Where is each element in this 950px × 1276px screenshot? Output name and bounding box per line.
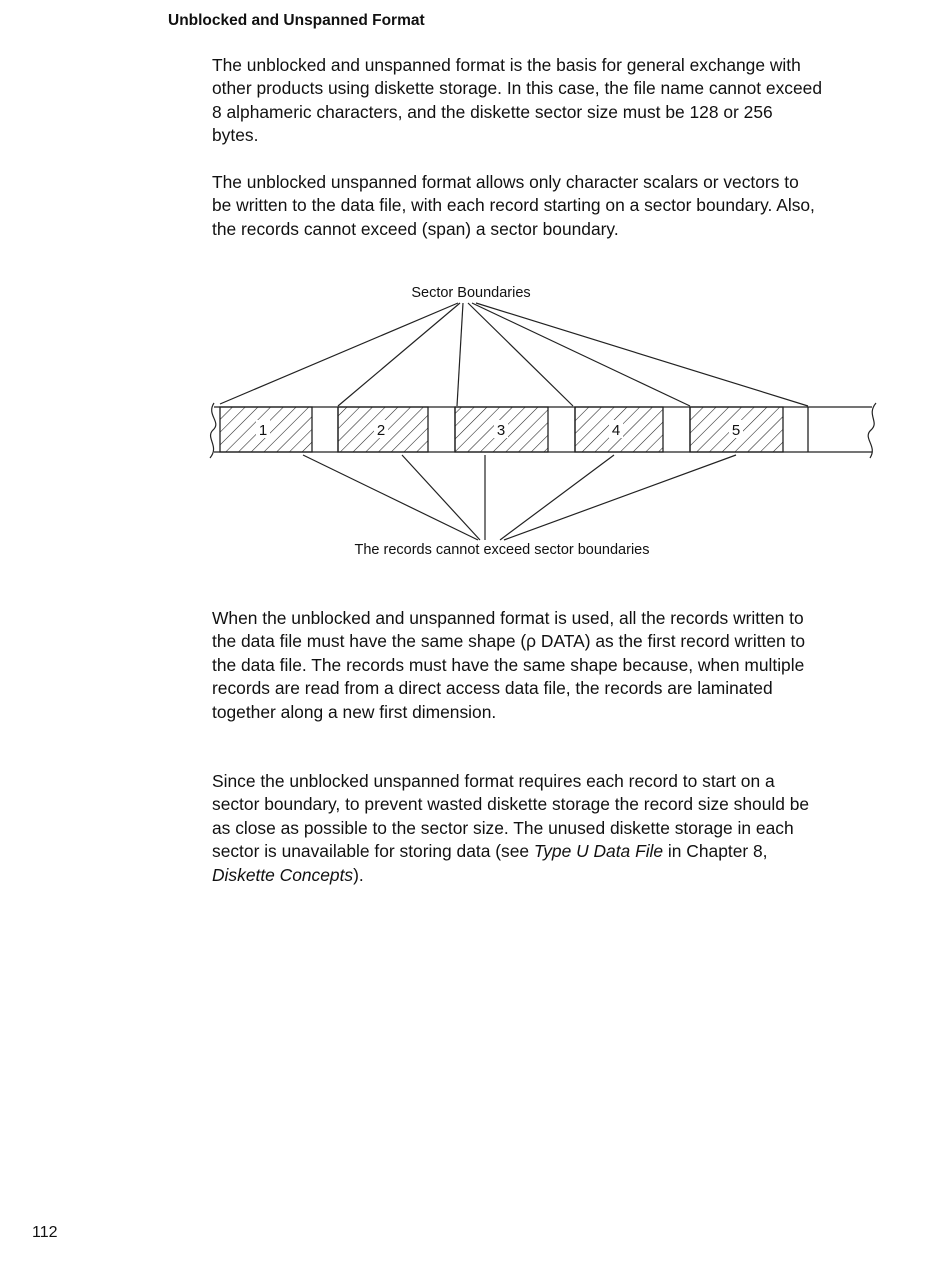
record-3-label: 3 bbox=[496, 422, 506, 439]
sector-boundary-pointers bbox=[220, 303, 808, 406]
record-1-label: 1 bbox=[258, 422, 268, 439]
page-number: 112 bbox=[32, 1224, 58, 1241]
pointer-line bbox=[500, 455, 614, 540]
section-heading: Unblocked and Unspanned Format bbox=[168, 12, 425, 29]
pointer-line bbox=[472, 303, 690, 406]
break-mark-left bbox=[210, 403, 216, 458]
text-segment: in Chapter 8, bbox=[663, 841, 768, 862]
record-end-pointers bbox=[303, 455, 736, 540]
record-4-label: 4 bbox=[611, 422, 621, 439]
pointer-line bbox=[220, 303, 458, 404]
diagram-svg bbox=[0, 270, 950, 570]
text-segment: ). bbox=[353, 864, 364, 885]
sector-boundaries-diagram bbox=[0, 270, 950, 570]
paragraph-wasted-storage bbox=[212, 770, 822, 887]
pointer-line bbox=[457, 303, 463, 406]
pointer-line bbox=[468, 303, 573, 406]
paragraph-same-shape: When the unblocked and unspanned format is used, all the records written to the data file must have the same shape (ρ DATA) as the first record written to the data file. The records must have the same shape because, when multiple records are read from a direct access data file, the records are laminated together along a new first dimension. bbox=[212, 608, 806, 722]
reference-diskette-concepts: Diskette Concepts bbox=[212, 864, 354, 885]
record-5-label: 5 bbox=[731, 422, 741, 439]
pointer-line bbox=[402, 455, 480, 540]
text-segment: Since the unblocked unspanned format requires each record to start on a sector boundary, to prevent wasted diskette storage the record size should be as close as possible to the sector size. The unused diskette storage in each sector is unavailable for storing data (see bbox=[212, 771, 810, 862]
paragraph-character-scalars: The unblocked unspanned format allows only character scalars or vectors to be written to the data file, with each record starting on a sector boundary. Also, the records cannot exceed (span) a sector boundary. bbox=[212, 172, 815, 239]
pointer-line bbox=[303, 455, 478, 540]
sector-boundaries-label: Sector Boundaries bbox=[411, 285, 531, 301]
pointer-line bbox=[476, 303, 808, 406]
records-strip bbox=[210, 403, 876, 458]
pointer-line bbox=[338, 303, 460, 406]
pointer-line bbox=[504, 455, 736, 540]
paragraph-general-exchange: The unblocked and unspanned format is the basis for general exchange with other products using diskette storage. In this case, the file name cannot exceed 8 alphameric characters, and the diskette sector size must be 128 or 256 bytes. bbox=[212, 55, 822, 146]
records-cannot-exceed-label: The records cannot exceed sector boundaries bbox=[354, 542, 650, 558]
record-2-label: 2 bbox=[376, 422, 386, 439]
reference-type-u-data-file: Type U Data File bbox=[533, 841, 664, 862]
break-mark-right bbox=[868, 403, 876, 458]
